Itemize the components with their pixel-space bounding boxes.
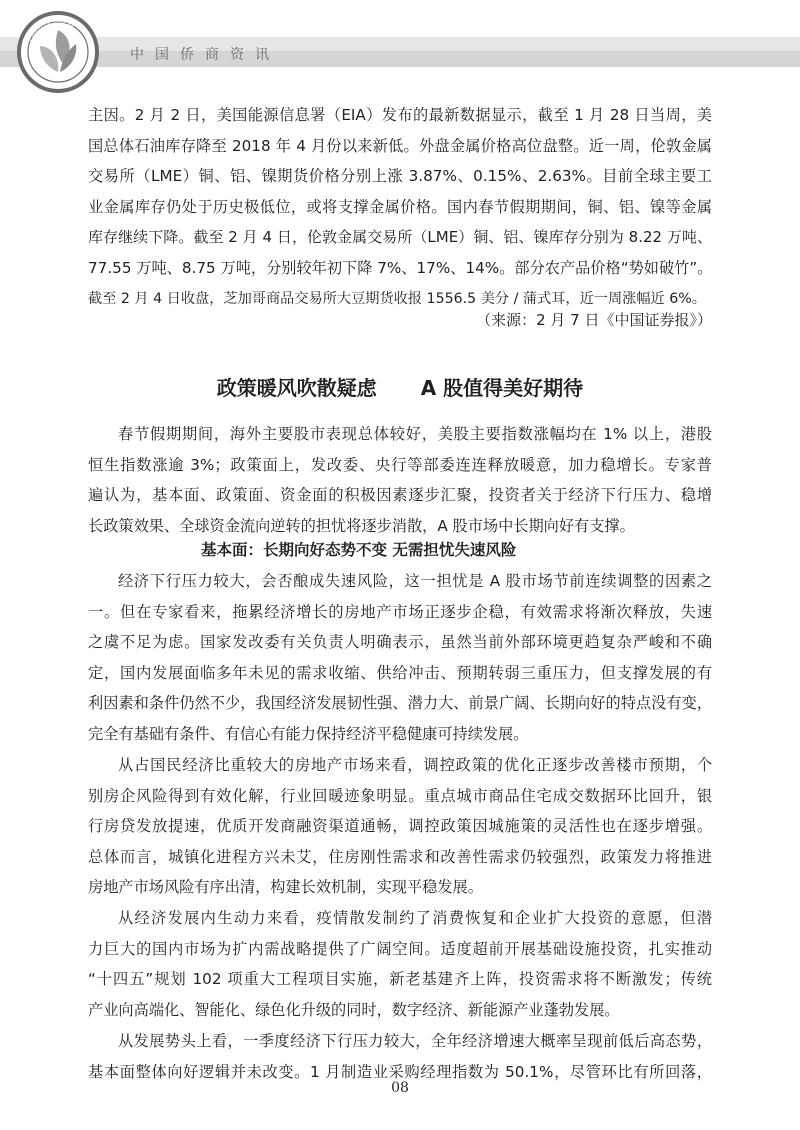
article-title-part1: 政策暖风吹散疑虑 (216, 376, 377, 400)
text-line: 遍认为，基本面、政策面、资金面的积极因素逐步汇聚，投资者关于经济下行压力、稳增 (88, 486, 712, 505)
text-line: 从占国民经济比重较大的房地产市场来看，调控政策的优化正逐步改善楼市预期，个 (118, 756, 712, 774)
text-line: 77.55 万吨、8.75 万吨，分别较年初下降 7%、17%、14%。部分农产品价格“势如破竹”。 (88, 258, 712, 277)
text-line: 春节假期期间，海外主要股市表现总体较好，美股主要指数涨幅均在 1% 以上，港股 (118, 425, 712, 443)
text-line: 利因素和条件仍然不少，我国经济发展韧性强、潜力大、前景广阔、长期向好的特点没有变， (88, 694, 712, 713)
page-number: 08 (391, 1080, 409, 1096)
text-line: “十四五”规划 102 项重大工程项目实施，新老基建齐上阵，投资需求将不断激发；传统 (88, 970, 712, 989)
text-line: 业金属库存仍处于历史极低位，或将支撑金属价格。国内春节假期期间，铜、铝、镍等金属 (88, 197, 712, 216)
logo-text: 中国侨商联合会 (22, 14, 78, 45)
text-line: 主因。2 月 2 日，美国能源信息署（EIA）发布的最新数据显示，截至 1 月 28 日当周，美 (88, 106, 712, 124)
text-line: 国总体石油库存降至 2018 年 4 月份以来新低。外盘金属价格高位盘整。近一周，伦敦金属 (88, 136, 712, 155)
text-line: 恒生指数涨逾 3%；政策面上，发改委、央行等部委连连释放暖意，加力稳增长。专家普 (88, 455, 712, 474)
text-line: 房地产市场风险有序出清，构建长效机制，实现平稳发展。 (88, 878, 483, 897)
text-line: 截至 2 月 4 日收盘，芝加哥商品交易所大豆期货收报 1556.5 美分 / 蒲式耳，近一周涨幅近 6%。 (88, 290, 706, 307)
text-line: 别房企风险得到有效化解，行业回暖迹象明显。重点城市商品住宅成交数据环比回升，银 (88, 786, 712, 805)
intro-paragraph (88, 100, 712, 314)
text-line: 基本面整体向好逻辑并未改变。1 月制造业采购经理指数为 50.1%，尽管环比有所回落， (88, 1062, 712, 1081)
text-line: 从发展势头上看，一季度经济下行压力较大，全年经济增速大概率呈现前低后高态势， (118, 1032, 712, 1050)
header-band-highlight (0, 37, 800, 51)
text-line: 定，国内发展面临多年未见的需求收缩、供给冲击、预期转弱三重压力，但支撑发展的有 (88, 663, 712, 682)
publication-logo (16, 10, 100, 94)
section-subheading: 基本面：长期向好态势不变 无需担忧失速风险 (201, 541, 517, 559)
text-line: 行房贷发放提速，优质开发商融资渠道通畅，调控政策因城施策的灵活性也在逐步增强。 (88, 817, 712, 836)
article-paragraph-3 (88, 750, 712, 903)
text-line: 从经济发展内生动力来看，疫情散发制约了消费恢复和企业扩大投资的意愿，但潜 (118, 909, 712, 927)
text-line: 总体而言，城镇化进程方兴未艾，住房刚性需求和改善性需求仍较强烈，政策发力将推进 (88, 847, 712, 866)
text-line: 之虞不足为虑。国家发改委有关负责人明确表示，虽然当前外部环境更趋复杂严峻和不确 (88, 633, 712, 652)
text-line: 完全有基础有条件、有信心有能力保持经济平稳健康可持续发展。 (88, 724, 529, 743)
article-paragraph-5 (88, 1026, 712, 1087)
text-line: 产业向高端化、智能化、绿色化升级的同时，数字经济、新能源产业蓬勃发展。 (88, 1000, 620, 1019)
header-band (0, 37, 800, 67)
article-paragraph-1 (88, 419, 712, 541)
source-citation: （来源：2 月 7 日《中国证券报》） (476, 311, 712, 329)
article-title-part2: A 股值得美好期待 (420, 376, 584, 400)
article-paragraph-4 (88, 903, 712, 1025)
article-title (0, 372, 800, 401)
text-line: 力巨大的国内市场为扩内需战略提供了广阔空间。适度超前开展基础设施投资，扎实推动 (88, 939, 712, 958)
text-line: 一。但在专家看来，拖累经济增长的房地产市场正逐步企稳，有效需求将渐次释放，失速 (88, 602, 712, 621)
text-line: 库存继续下降。截至 2 月 4 日，伦敦金属交易所（LME）铜、铝、镍库存分别为 8.22 万吨、 (88, 228, 712, 247)
header-title: 中国侨商资讯 (130, 47, 280, 63)
text-line: 交易所（LME）铜、铝、镍期货价格分别上涨 3.87%、0.15%、2.63%。目前全球主要工 (88, 167, 712, 186)
text-line: 经济下行压力较大，会否酿成失速风险，这一担忧是 A 股市场节前连续调整的因素之 (118, 572, 712, 590)
article-paragraph-2 (88, 566, 712, 750)
text-line: 长政策效果、全球资金流向逆转的担忧将逐步消散，A 股市场中长期向好有支撑。 (88, 516, 635, 535)
